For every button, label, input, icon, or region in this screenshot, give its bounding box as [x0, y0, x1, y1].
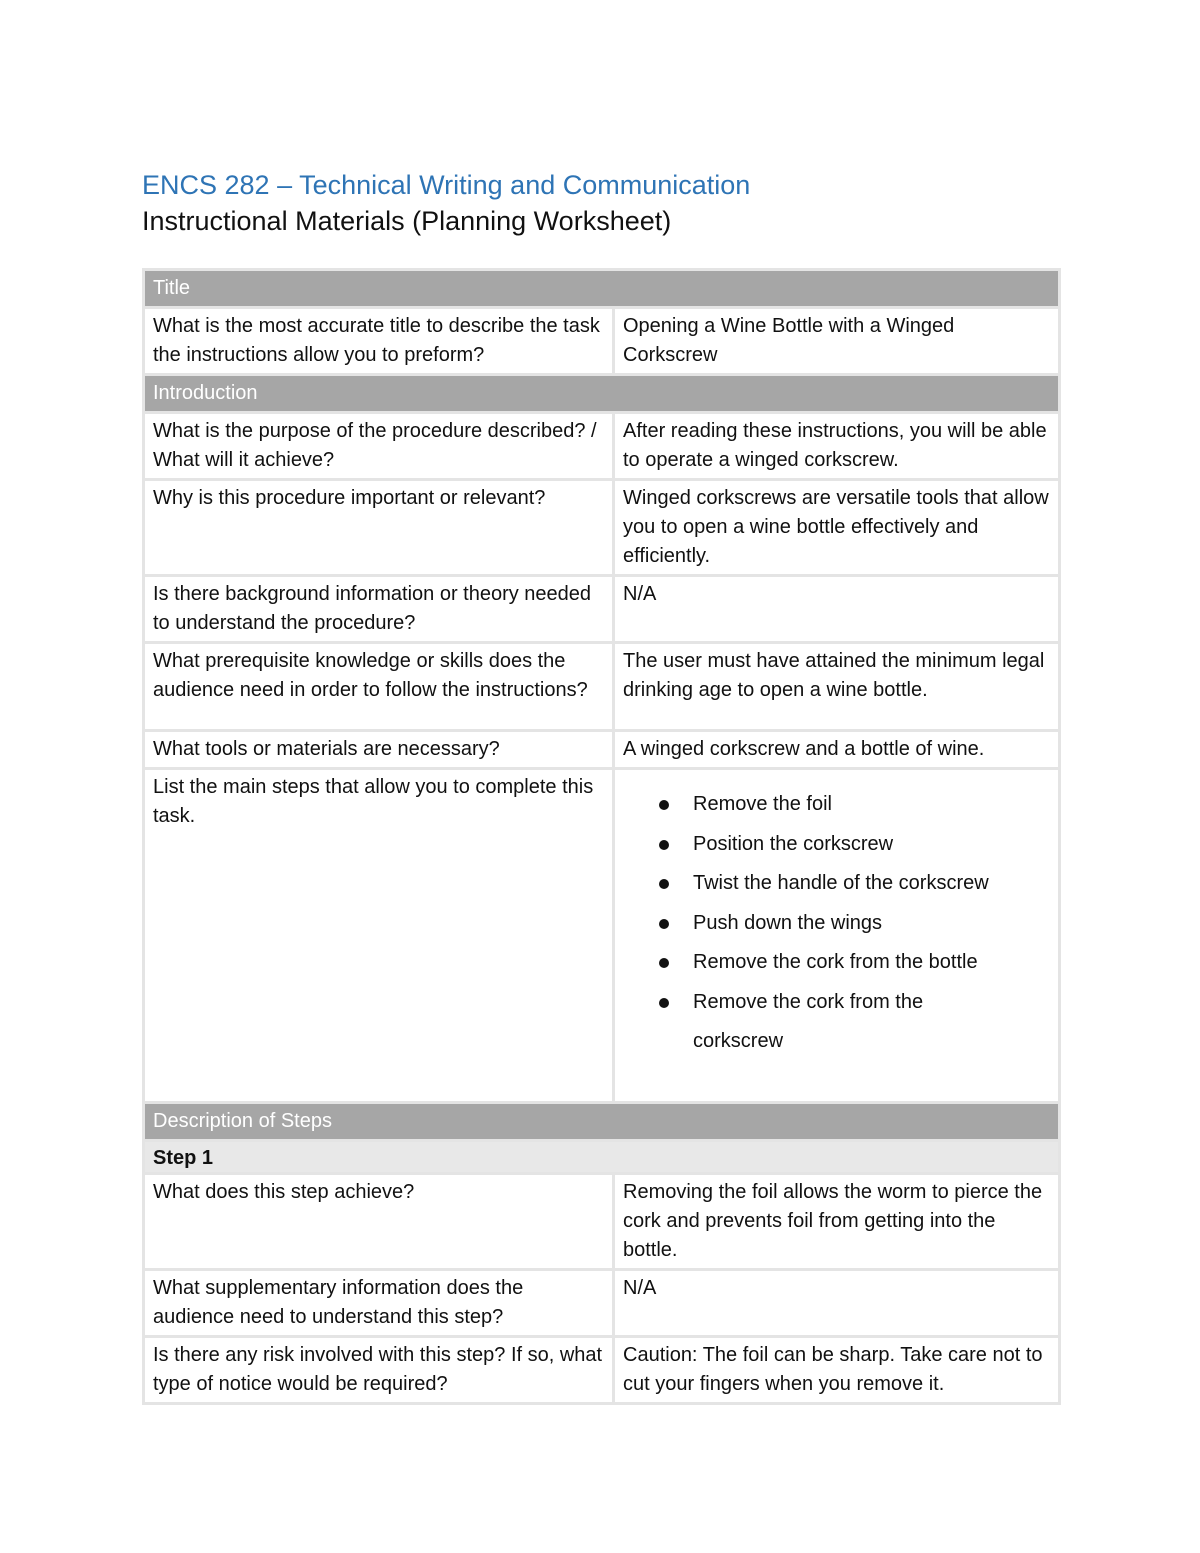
table-row [144, 1270, 1060, 1337]
table-row [144, 1174, 1060, 1270]
document-subtitle: Instructional Materials (Planning Worksheet) [142, 206, 672, 236]
table-row [144, 731, 1060, 769]
table-row [144, 643, 1060, 731]
question-cell: What is the most accurate title to describe the task the instructions allow you to preform? [144, 308, 614, 375]
table-row-main-steps [144, 769, 1060, 1103]
course-title: ENCS 282 – Technical Writing and Communication [142, 170, 751, 200]
answer-cell: The user must have attained the minimum legal drinking age to open a wine bottle. [614, 643, 1060, 731]
main-steps-list [623, 785, 1049, 1062]
table-row [144, 413, 1060, 480]
step-label-row [144, 1141, 1060, 1174]
table-row [144, 308, 1060, 375]
answer-cell: N/A [614, 1270, 1060, 1337]
table-row [144, 1337, 1060, 1404]
table-row [144, 480, 1060, 576]
list-item [693, 983, 1049, 1062]
list-item: Remove the cork from the bottle [693, 943, 1049, 983]
section-heading: Description of Steps [144, 1103, 1060, 1141]
question-cell: Why is this procedure important or relevant? [144, 480, 614, 576]
page-header [142, 168, 750, 240]
list-item: Twist the handle of the corkscrew [693, 864, 1049, 904]
question-cell: List the main steps that allow you to complete this task. [144, 769, 614, 1103]
question-cell: What does this step achieve? [144, 1174, 614, 1270]
planning-worksheet-table [142, 268, 1061, 1405]
list-item: Position the corkscrew [693, 825, 1049, 865]
question-cell: Is there background information or theory needed to understand the procedure? [144, 576, 614, 643]
answer-cell [614, 769, 1060, 1103]
section-heading: Title [144, 270, 1060, 308]
question-cell: What is the purpose of the procedure described? / What will it achieve? [144, 413, 614, 480]
answer-cell: Winged corkscrews are versatile tools that allow you to open a wine bottle effectively and efficiently. [614, 480, 1060, 576]
section-header-introduction [144, 375, 1060, 413]
table-row [144, 576, 1060, 643]
answer-cell: Removing the foil allows the worm to pierce the cork and prevents foil from getting into the bottle. [614, 1174, 1060, 1270]
section-header-description [144, 1103, 1060, 1141]
answer-cell: Caution: The foil can be sharp. Take care not to cut your fingers when you remove it. [614, 1337, 1060, 1404]
answer-cell: After reading these instructions, you will be able to operate a winged corkscrew. [614, 413, 1060, 480]
question-cell: What prerequisite knowledge or skills does the audience need in order to follow the instructions? [144, 643, 614, 731]
list-item: Remove the foil [693, 785, 1049, 825]
question-cell: What supplementary information does the audience need to understand this step? [144, 1270, 614, 1337]
section-heading: Introduction [144, 375, 1060, 413]
list-item: Push down the wings [693, 904, 1049, 944]
list-item-text: Remove the cork from the corkscrew [693, 990, 924, 1052]
question-cell: Is there any risk involved with this step? If so, what type of notice would be required? [144, 1337, 614, 1404]
section-header-title [144, 270, 1060, 308]
answer-cell: A winged corkscrew and a bottle of wine. [614, 731, 1060, 769]
answer-cell: Opening a Wine Bottle with a Winged Corkscrew [614, 308, 1060, 375]
step-label: Step 1 [144, 1141, 1060, 1174]
answer-cell: N/A [614, 576, 1060, 643]
question-cell: What tools or materials are necessary? [144, 731, 614, 769]
